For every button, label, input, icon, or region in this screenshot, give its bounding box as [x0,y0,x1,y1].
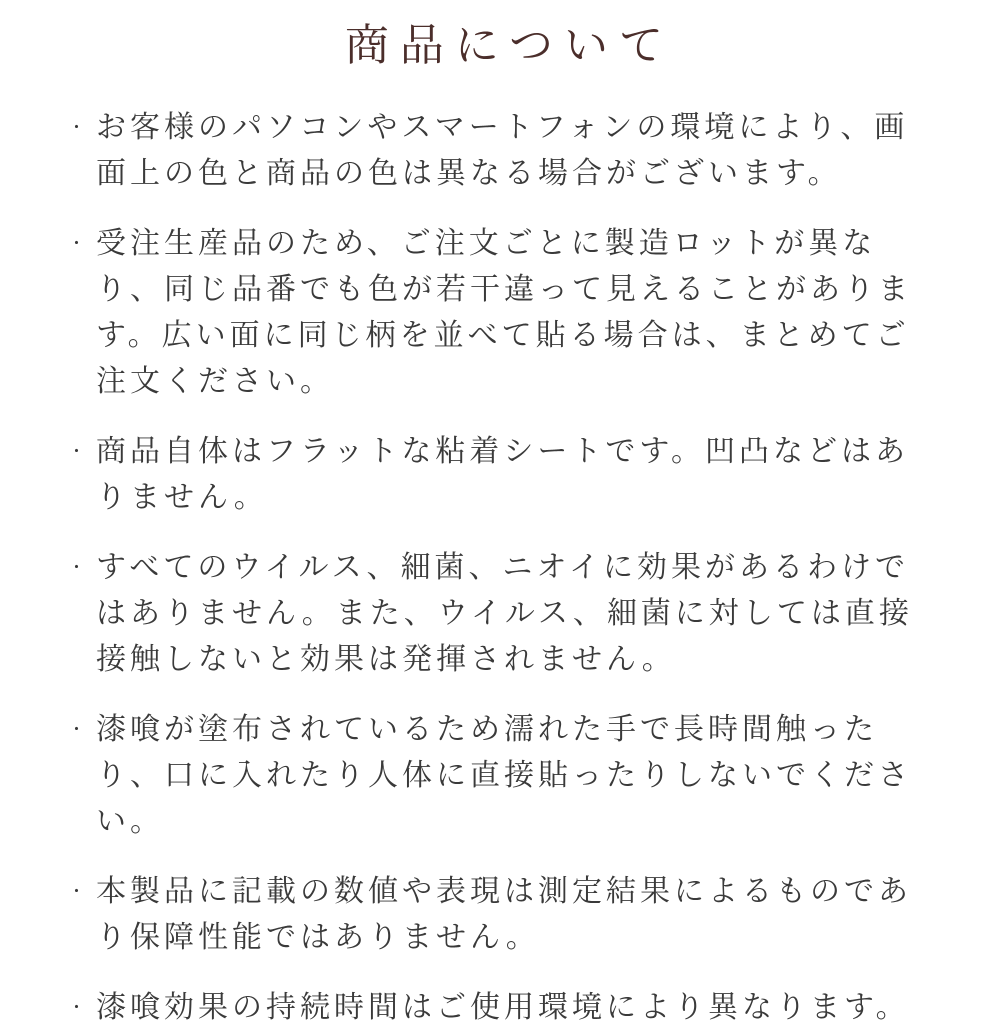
bullet-icon: ・ [68,442,85,462]
note-text: 漆喰が塗布されているため濡れた手で長時間触ったり、口に入れたり人体に直接貼ったりしないでください。 [96,713,912,839]
notes-list [68,105,940,1031]
page-title: 商品について [344,21,675,70]
note-item-production-lot [68,221,940,405]
note-text: 受注生産品のため、ご注文ごとに製造ロットが異なり、同じ品番でも色が若干違って見えることがあります。広い面に同じ柄を並べて貼る場合は、まとめてご注文ください。 [96,227,912,399]
note-item-measured-values [68,869,940,961]
bullet-icon: ・ [68,882,85,902]
note-text: 商品自体はフラットな粘着シートです。凹凸などはありません。 [96,435,909,515]
note-item-plaster-caution [68,707,940,845]
note-text: お客様のパソコンやスマートフォンの環境により、画面上の色と商品の色は異なる場合がございます。 [96,111,909,191]
bullet-icon: ・ [68,118,85,138]
bullet-icon: ・ [68,558,85,578]
note-text: 漆喰効果の持続時間はご使用環境により異なります。 [96,991,910,1025]
note-item-virus-effect [68,545,940,683]
note-text: すべてのウイルス、細菌、ニオイに効果があるわけではありません。また、ウイルス、細菌に対しては直接接触しないと効果は発揮されません。 [96,551,913,677]
bullet-icon: ・ [68,720,85,740]
note-item-flat-sheet [68,429,940,521]
bullet-icon: ・ [68,234,85,254]
note-item-effect-duration [68,985,940,1031]
bullet-icon: ・ [68,998,85,1018]
note-item-display-color [68,105,940,197]
note-text: 本製品に記載の数値や表現は測定結果によるものであり保障性能ではありません。 [96,875,912,955]
